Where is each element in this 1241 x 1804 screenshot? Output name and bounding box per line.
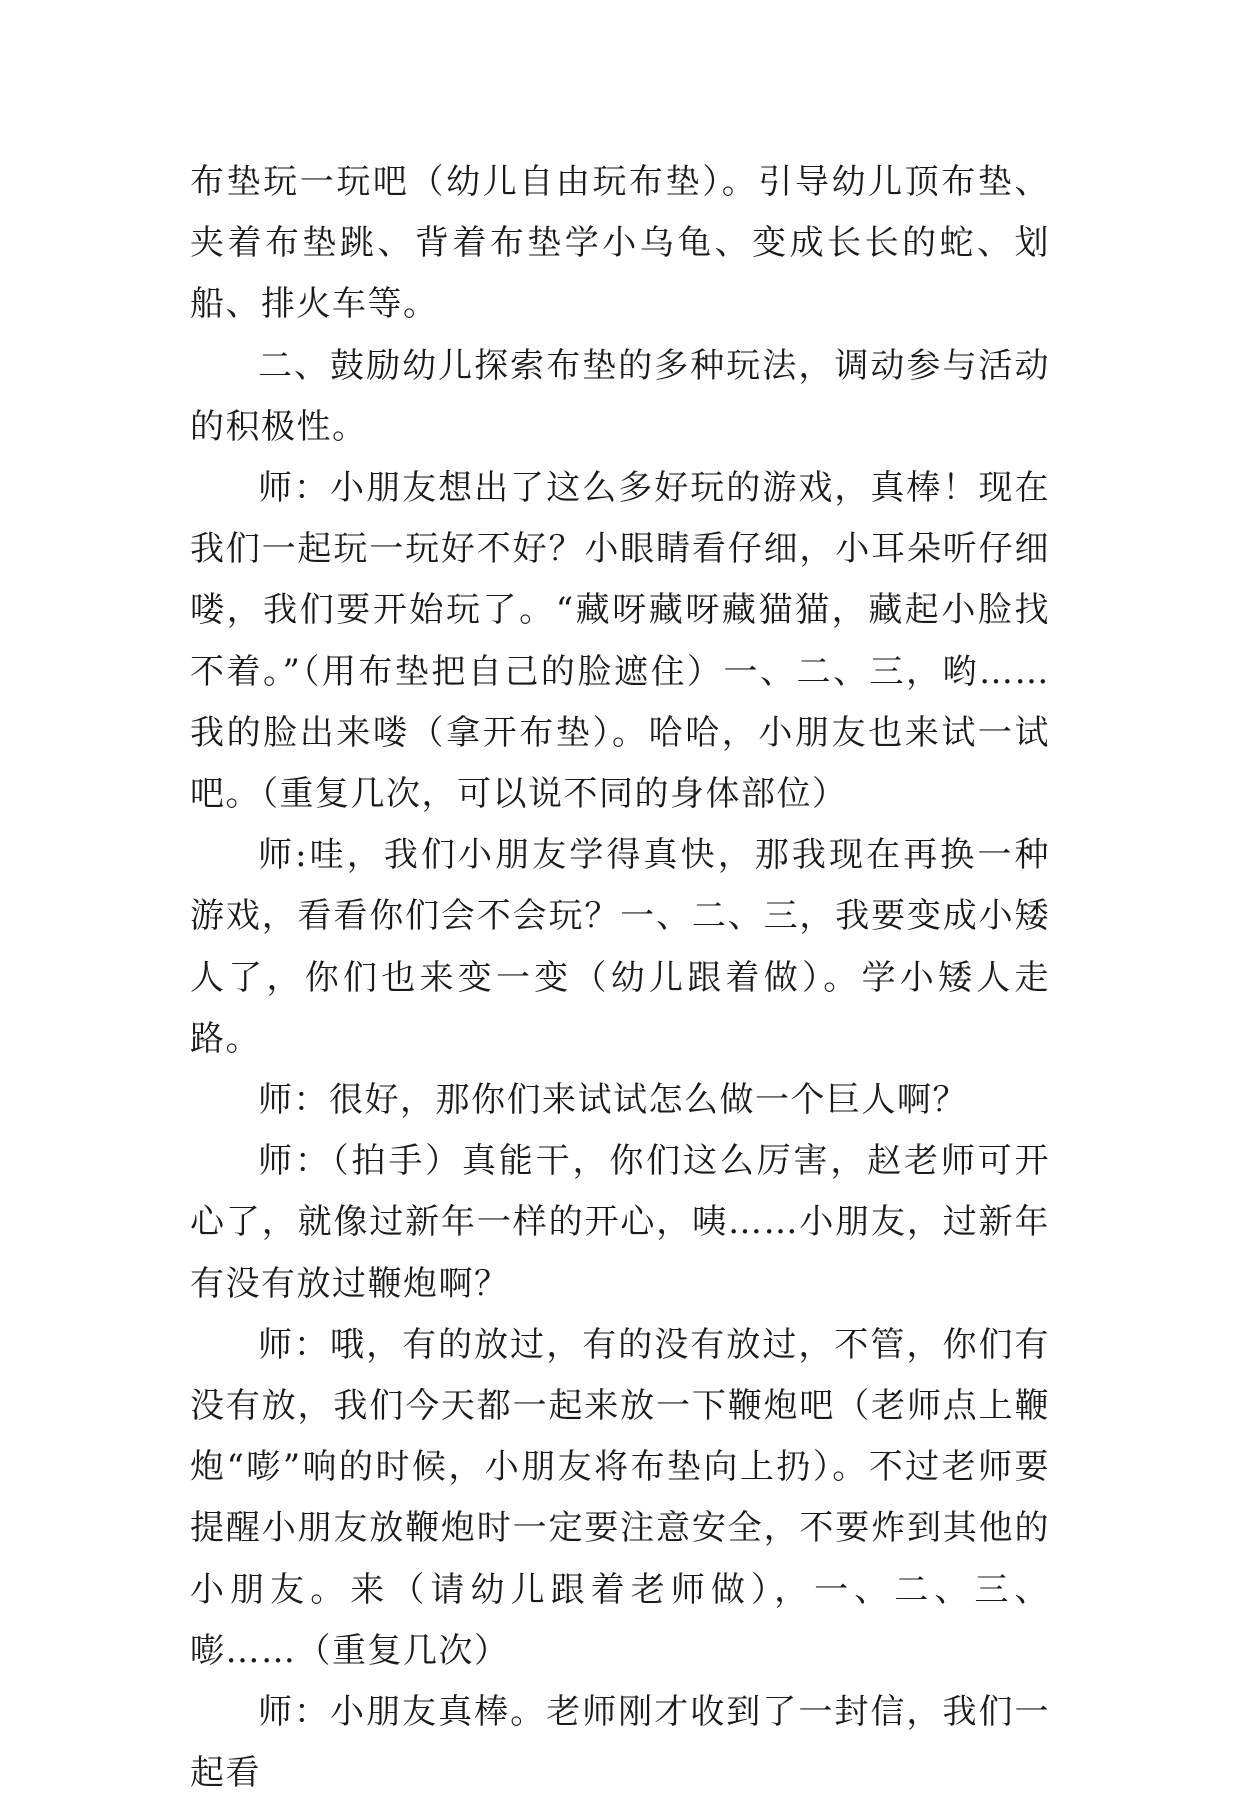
paragraph-1: 布垫玩一玩吧（幼儿自由玩布垫）。引导幼儿顶布垫、夹着布垫跳、背着布垫学小乌龟、变成长长的蛇、划船、排火车等。	[190, 162, 1050, 325]
paragraph-4: 师:哇，我们小朋友学得真快，那我现在再换一种游戏，看看你们会不会玩？一、二、三，我要变成小矮人了，你们也来变一变（幼儿跟着做）。学小矮人走路。	[190, 835, 1050, 1059]
paragraph-7: 师：哦，有的放过，有的没有放过，不管，你们有没有放，我们今天都一起来放一下鞭炮吧（老师点上鞭炮“嘭”响的时候，小朋友将布垫向上扔）。不过老师要提醒小朋友放鞭炮时一定要注意安全，不要炸到其他的小朋友。来（请幼儿跟着老师做），一、二、三、嘭……（重复几次）	[190, 1324, 1050, 1671]
document-body	[190, 152, 1050, 1804]
paragraph-2-section-heading: 二、鼓励幼儿探索布垫的多种玩法，调动参与活动的积极性。	[190, 345, 1050, 447]
paragraph-6: 师：（拍手）真能干，你们这么厉害，赵老师可开心了，就像过新年一样的开心，咦……小朋友，过新年有没有放过鞭炮啊？	[190, 1141, 1050, 1304]
paragraph-5: 师：很好，那你们来试试怎么做一个巨人啊？	[258, 1080, 968, 1121]
paragraph-8: 师：小朋友真棒。老师刚才收到了一封信，我们一起看	[190, 1692, 1050, 1794]
paragraph-3: 师：小朋友想出了这么多好玩的游戏，真棒！现在我们一起玩一玩好不好？小眼睛看仔细，小耳朵听仔细喽，我们要开始玩了。“藏呀藏呀藏猫猫，藏起小脸找不着。”（用布垫把自己的脸遮住）一、二、三，哟……我的脸出来喽（拿开布垫）。哈哈，小朋友也来试一试吧。（重复几次，可以说不同的身体部位）	[190, 468, 1050, 815]
